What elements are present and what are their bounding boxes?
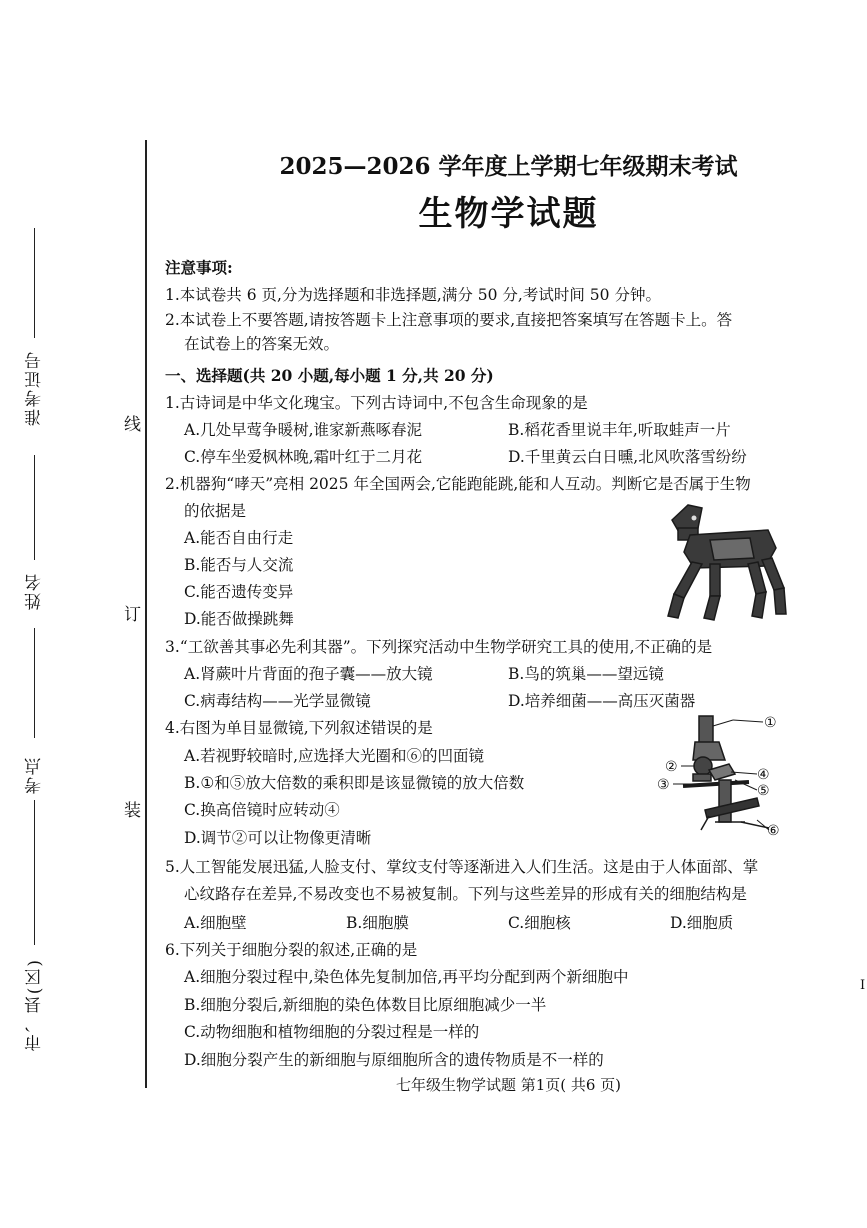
q1-option-a: A.几处早莺争暖树,谁家新燕啄春泥 <box>184 421 423 439</box>
notice-heading: 注意事项: <box>165 258 233 277</box>
binding-line <box>145 140 147 1088</box>
page-footer: 七年级生物学试题 第1页( 共6 页) <box>395 1076 622 1094</box>
exam-site-blank <box>34 628 35 738</box>
name-label: 姓名 <box>25 572 45 610</box>
robot-dog-image <box>650 500 790 625</box>
q1-stem: 1.古诗词是中华文化瑰宝。下列古诗词中,不包含生命现象的是 <box>165 394 588 412</box>
exam-title: 2025—2026 学年度上学期七年级期末考试 <box>279 153 738 180</box>
q6-option-d: D.细胞分裂产生的新细胞与原细胞所含的遗传物质是不一样的 <box>184 1051 604 1069</box>
notice-item-2: 2.本试卷上不要答题,请按答题卡上注意事项的要求,直接把答案填写在答题卡上。答 <box>165 311 733 329</box>
q4-option-b: B.①和⑤放大倍数的乘积即是该显微镜的放大倍数 <box>184 774 525 792</box>
q5-stem-cont: 心纹路存在差异,不易改变也不易被复制。下列与这些差异的形成有关的细胞结构是 <box>184 885 747 903</box>
q5-option-b: B.细胞膜 <box>346 914 409 932</box>
figure-label-5: ⑤ <box>757 783 770 799</box>
q6-stem: 6.下列关于细胞分裂的叙述,正确的是 <box>165 941 418 959</box>
cut-mark-zhuang: 装 <box>124 801 141 821</box>
figure-label-3: ③ <box>657 777 670 793</box>
figure-label-4: ④ <box>757 767 770 783</box>
name-blank <box>34 455 35 560</box>
city-county-label: 市、县(区) <box>25 958 45 1052</box>
q3-option-c: C.病毒结构——光学显微镜 <box>184 692 371 710</box>
q6-option-b: B.细胞分裂后,新细胞的染色体数目比原细胞减少一半 <box>184 996 547 1014</box>
q2-option-d: D.能否做操跳舞 <box>184 610 294 628</box>
exam-id-blank <box>34 228 35 338</box>
city-county-blank <box>34 800 35 945</box>
q5-stem: 5.人工智能发展迅猛,人脸支付、掌纹支付等逐渐进入人们生活。这是由于人体面部、掌 <box>165 858 759 876</box>
q3-option-d: D.培养细菌——高压灭菌器 <box>508 692 696 710</box>
q2-option-a: A.能否自由行走 <box>184 529 294 547</box>
q5-option-c: C.细胞核 <box>508 914 571 932</box>
q4-stem: 4.右图为单目显微镜,下列叙述错误的是 <box>165 719 433 737</box>
cut-mark-xian: 线 <box>124 415 141 435</box>
edge-mark: I <box>860 978 866 993</box>
q3-stem: 3.“工欲善其事必先利其器”。下列探究活动中生物学研究工具的使用,不正确的是 <box>165 638 713 656</box>
q5-option-d: D.细胞质 <box>670 914 734 932</box>
q2-stem: 2.机器狗“哮天”亮相 2025 年全国两会,它能跑能跳,能和人互动。判断它是否属于生物 <box>165 475 751 493</box>
cut-mark-ding: 订 <box>124 605 141 625</box>
figure-label-2: ② <box>665 759 678 775</box>
notice-item-1: 1.本试卷共 6 页,分为选择题和非选择题,满分 50 分,考试时间 50 分钟。 <box>165 286 661 304</box>
figure-label-6: ⑥ <box>767 823 780 837</box>
q1-option-c: C.停车坐爱枫林晚,霜叶红于二月花 <box>184 448 423 466</box>
q2-option-c: C.能否遗传变异 <box>184 583 294 601</box>
q1-option-b: B.稻花香里说丰年,听取蛙声一片 <box>508 421 731 439</box>
q3-option-a: A.肾蕨叶片背面的孢子囊——放大镜 <box>184 665 433 683</box>
q6-option-a: A.细胞分裂过程中,染色体先复制加倍,再平均分配到两个新细胞中 <box>184 968 629 986</box>
exam-id-label: 准考证号 <box>25 350 45 426</box>
q4-option-d: D.调节②可以让物像更清晰 <box>184 829 372 847</box>
subject-title: 生物学试题 <box>418 194 599 234</box>
q6-option-c: C.动物细胞和植物细胞的分裂过程是一样的 <box>184 1023 480 1041</box>
q2-stem-cont: 的依据是 <box>184 502 247 520</box>
notice-item-2-cont: 在试卷上的答案无效。 <box>184 335 340 353</box>
q5-option-a: A.细胞壁 <box>184 914 247 932</box>
q2-option-b: B.能否与人交流 <box>184 556 294 574</box>
microscope-image <box>645 712 795 837</box>
q4-option-c: C.换高倍镜时应转动④ <box>184 801 340 819</box>
section-heading: 一、选择题(共 20 小题,每小题 1 分,共 20 分) <box>165 366 494 385</box>
exam-site-label: 考点 <box>25 756 45 794</box>
q4-option-a: A.若视野较暗时,应选择大光圈和⑥的凹面镜 <box>184 747 485 765</box>
q1-option-d: D.千里黄云白日曛,北风吹落雪纷纷 <box>508 448 747 466</box>
figure-label-1: ① <box>764 715 777 731</box>
q3-option-b: B.鸟的筑巢——望远镜 <box>508 665 664 683</box>
